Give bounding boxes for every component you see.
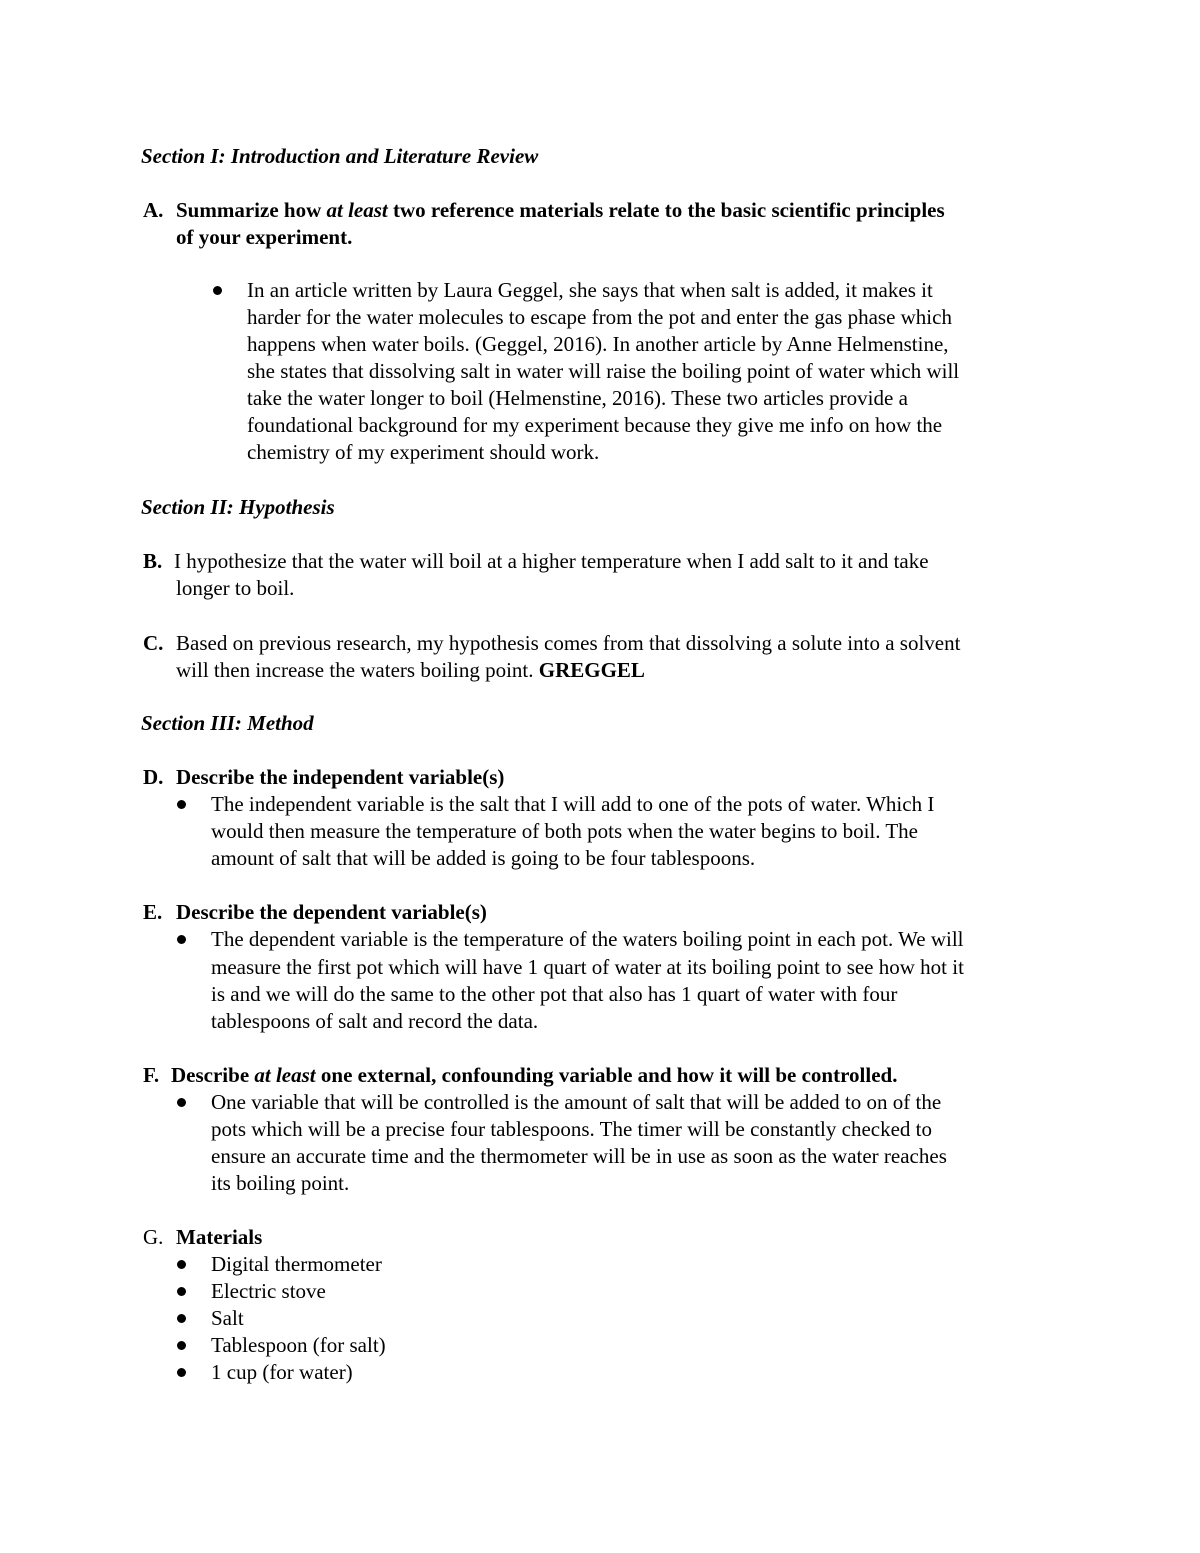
item-c-line-1: Based on previous research, my hypothesis comes from that dissolving a solute into a solvent <box>176 631 961 655</box>
section-1-title: Section I: Introduction and Literature Review <box>141 144 539 168</box>
item-f-line: ensure an accurate time and the thermometer will be in use as soon as the water reaches <box>211 1144 947 1168</box>
item-a-answer-line: take the water longer to boil (Helmenstine, 2016). These two articles provide a <box>247 386 908 410</box>
item-d-heading: Describe the independent variable(s) <box>176 765 505 789</box>
bullet-icon <box>177 1314 186 1323</box>
item-c-line-2: will then increase the waters boiling point. GREGGEL <box>176 658 645 682</box>
bullet-icon <box>177 800 186 809</box>
item-b-marker: B. <box>143 549 163 573</box>
item-f-heading: Describe at least one external, confounding variable and how it will be controlled. <box>171 1063 898 1087</box>
bullet-icon <box>177 1368 186 1377</box>
item-d-line: amount of salt that will be added is going to be four tablespoons. <box>211 846 756 870</box>
item-a-answer-line: foundational background for my experiment because they give me info on how the <box>247 413 943 437</box>
materials-list-item: Tablespoon (for salt) <box>211 1333 386 1357</box>
materials-list-item: 1 cup (for water) <box>211 1360 353 1384</box>
bullet-icon <box>177 1287 186 1296</box>
item-b-line: I hypothesize that the water will boil at a higher temperature when I add salt to it and take <box>174 549 929 573</box>
item-e-line: tablespoons of salt and record the data. <box>211 1009 539 1033</box>
item-f-line: pots which will be a precise four tablespoons. The timer will be constantly checked to <box>211 1117 933 1141</box>
item-a-answer-line: chemistry of my experiment should work. <box>247 440 600 464</box>
item-b-line: longer to boil. <box>176 576 295 600</box>
item-e-marker: E. <box>143 900 163 924</box>
item-g-heading: Materials <box>176 1225 263 1249</box>
item-a-question-line-1: Summarize how at least two reference materials relate to the basic scientific principles <box>176 198 945 222</box>
bullet-icon <box>177 1260 186 1269</box>
item-e-heading: Describe the dependent variable(s) <box>176 900 487 924</box>
item-d-line: The independent variable is the salt that I will add to one of the pots of water. Which I <box>211 792 935 816</box>
materials-list-item: Digital thermometer <box>211 1252 382 1276</box>
item-g-marker: G. <box>143 1225 164 1249</box>
item-a-marker: A. <box>143 198 164 222</box>
bullet-icon <box>213 286 222 295</box>
materials-list-item: Electric stove <box>211 1279 326 1303</box>
item-f-line: One variable that will be controlled is the amount of salt that will be added to on of the <box>211 1090 942 1114</box>
item-a-answer-line: In an article written by Laura Geggel, she says that when salt is added, it makes it <box>247 278 933 302</box>
item-a-answer-line: she states that dissolving salt in water will raise the boiling point of water which will <box>247 359 960 383</box>
section-2-title: Section II: Hypothesis <box>141 495 335 519</box>
section-3-title: Section III: Method <box>141 711 314 735</box>
bullet-icon <box>177 935 186 944</box>
item-f-marker: F. <box>143 1063 160 1087</box>
materials-list-item: Salt <box>211 1306 244 1330</box>
bullet-icon <box>177 1341 186 1350</box>
citation-label: GREGGEL <box>538 658 645 682</box>
item-c-marker: C. <box>143 631 164 655</box>
item-a-question-line-2: of your experiment. <box>176 225 353 249</box>
item-e-line: measure the first pot which will have 1 quart of water at its boiling point to see how hot it <box>211 955 964 979</box>
item-a-answer-line: harder for the water molecules to escape from the pot and enter the gas phase which <box>247 305 952 329</box>
item-e-line: The dependent variable is the temperature of the waters boiling point in each pot. We will <box>211 927 964 951</box>
item-f-line: its boiling point. <box>211 1171 350 1195</box>
item-a-answer-line: happens when water boils. (Geggel, 2016). In another article by Anne Helmenstine, <box>247 332 949 356</box>
item-d-line: would then measure the temperature of both pots when the water begins to boil. The <box>211 819 919 843</box>
bullet-icon <box>177 1098 186 1107</box>
item-d-marker: D. <box>143 765 164 789</box>
item-e-line: is and we will do the same to the other pot that also has 1 quart of water with four <box>211 982 898 1006</box>
